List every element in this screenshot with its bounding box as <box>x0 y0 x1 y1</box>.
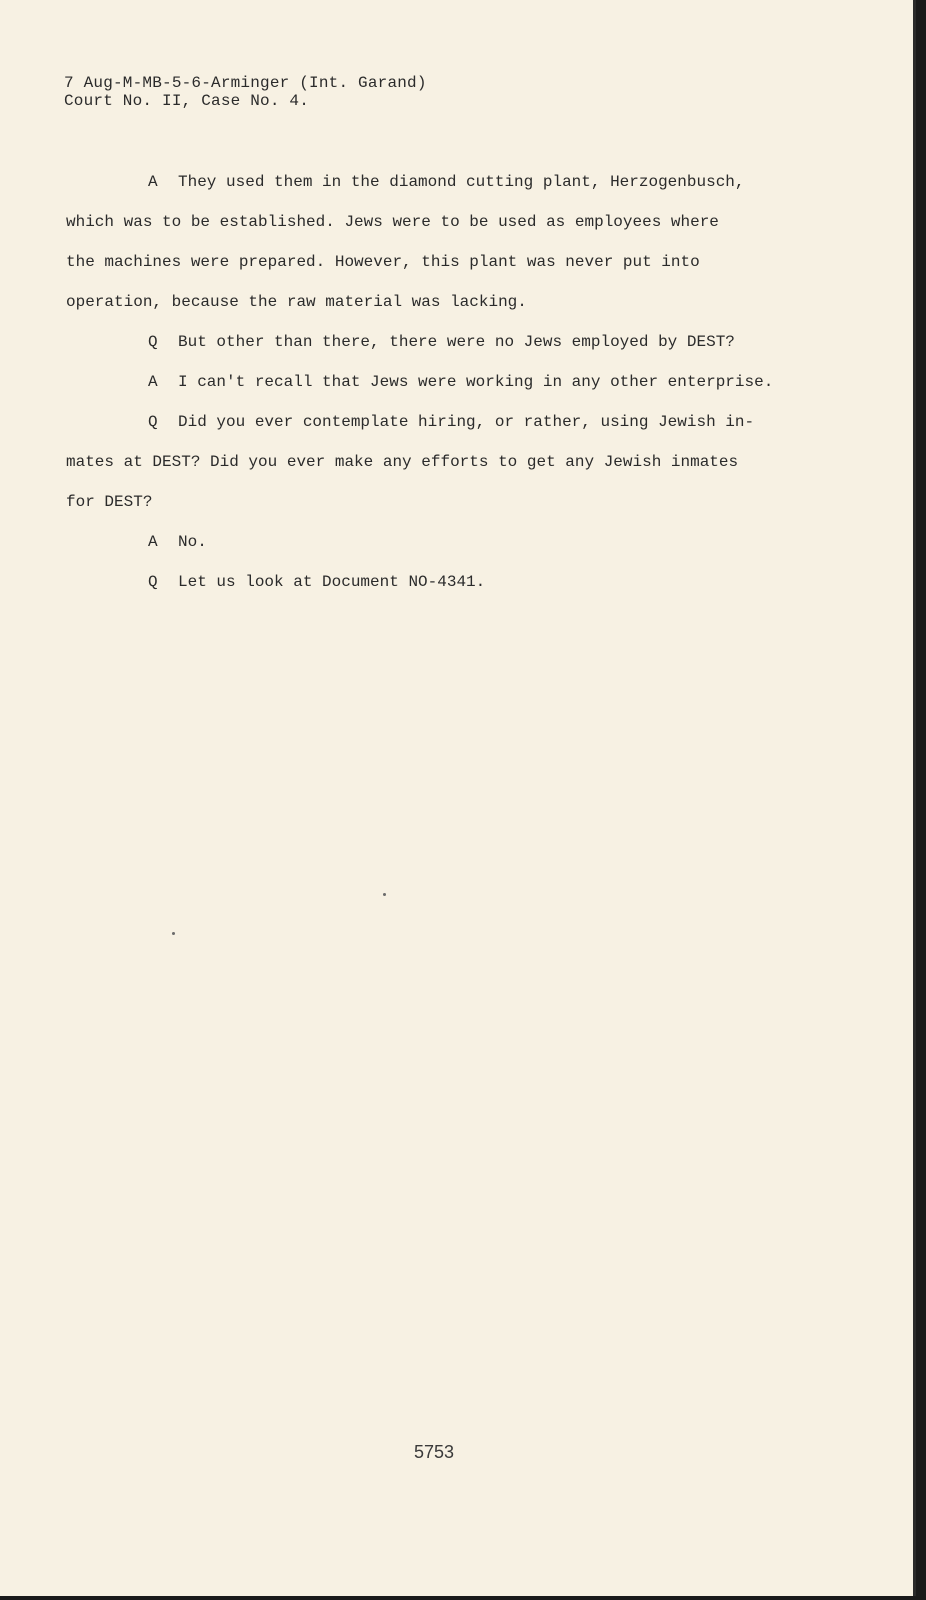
page-number: 5753 <box>414 1442 455 1462</box>
transcript-line <box>66 370 846 410</box>
paper-speck <box>172 932 175 935</box>
transcript-text: operation, because the raw material was lacking. <box>66 293 527 311</box>
paper-speck <box>383 893 386 896</box>
document-header <box>64 74 427 110</box>
speaker-label: Q <box>148 573 158 591</box>
transcript-text: which was to be established. Jews were to be used as employees where <box>66 213 719 231</box>
header-session-line: 7 Aug-M-MB-5-6-Arminger (Int. Garand) <box>64 74 427 92</box>
transcript-text: for DEST? <box>66 493 153 511</box>
transcript-text: I can't recall that Jews were working in any other enterprise. <box>178 373 774 391</box>
speaker-label: Q <box>148 413 158 431</box>
transcript-line <box>66 410 846 450</box>
transcript-line <box>66 490 846 530</box>
transcript-text: mates at DEST? Did you ever make any efforts to get any Jewish inmates <box>66 453 739 471</box>
speaker-label: Q <box>148 333 158 351</box>
speaker-label: A <box>148 373 158 391</box>
speaker-label: A <box>148 173 158 191</box>
transcript-line <box>66 330 846 370</box>
transcript-line <box>66 450 846 490</box>
transcript-text: No. <box>178 533 207 551</box>
transcript-text: the machines were prepared. However, this plant was never put into <box>66 253 700 271</box>
transcript-line <box>66 290 846 330</box>
transcript-text: They used them in the diamond cutting plant, Herzogenbusch, <box>178 173 745 191</box>
transcript-body <box>66 170 846 610</box>
transcript-line <box>66 170 846 210</box>
transcript-text: Let us look at Document NO-4341. <box>178 573 486 591</box>
transcript-line <box>66 210 846 250</box>
transcript-line <box>66 250 846 290</box>
transcript-line <box>66 530 846 570</box>
header-court-line: Court No. II, Case No. 4. <box>64 92 310 110</box>
transcript-line <box>66 570 846 610</box>
speaker-label: A <box>148 533 158 551</box>
transcript-text: Did you ever contemplate hiring, or rather, using Jewish in- <box>178 413 755 431</box>
transcript-text: But other than there, there were no Jews employed by DEST? <box>178 333 735 351</box>
